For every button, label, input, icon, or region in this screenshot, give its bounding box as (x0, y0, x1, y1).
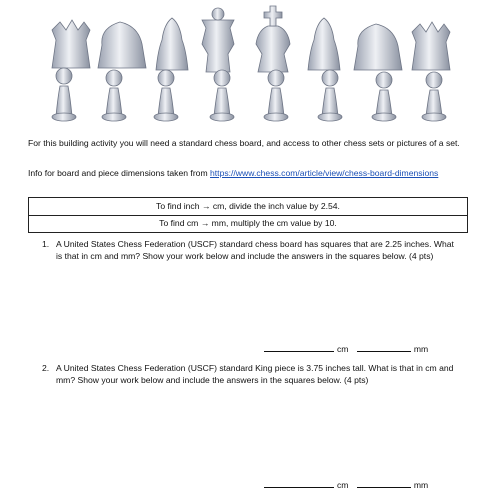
unit-mm-label: mm (413, 480, 429, 490)
unit-cm-label: cm (337, 480, 349, 490)
pawn-piece (422, 72, 446, 121)
question-number: 2. (42, 363, 50, 373)
bishop-piece (308, 18, 340, 70)
queen-piece (202, 20, 234, 72)
pawn-piece (318, 70, 342, 121)
question-text: A United States Chess Federation (USCF) standard King piece is 3.75 inches tall. What is that in cm and mm? Show your work below and include the answers in the squares below. (4 pts) (56, 363, 454, 385)
conversion-inch-cm: To find inch → cm, divide the inch value by 2.54. (29, 198, 467, 216)
question-text: A United States Chess Federation (USCF) standard chess board has squares that are 2.25 inches. What is that in cm and mm? Show your work below and include the answers in the squares below. (4 pts) (56, 239, 454, 261)
answer-blank-mm[interactable] (357, 478, 411, 488)
answer-line-1 (264, 342, 434, 354)
pawn-piece (52, 68, 76, 121)
unit-cm-label: cm (337, 344, 349, 354)
rook-piece (52, 20, 90, 68)
conversion-table (28, 197, 468, 233)
source-link[interactable]: https://www.chess.com/article/view/chess-board-dimensions (210, 168, 439, 178)
chess-pieces-image (30, 0, 470, 130)
source-paragraph (28, 168, 468, 179)
answer-blank-cm[interactable] (264, 478, 334, 488)
bishop-piece (156, 18, 188, 70)
question-1 (42, 238, 462, 262)
pawn-piece (102, 70, 126, 121)
pawn-piece (264, 70, 288, 121)
pawn-piece (154, 70, 178, 121)
queen-crown (212, 8, 224, 20)
pawn-piece (372, 72, 396, 121)
question-number: 1. (42, 239, 50, 249)
pawn-piece (210, 70, 234, 121)
king-cross (264, 6, 282, 26)
rook-piece (412, 22, 450, 70)
intro-paragraph: For this building activity you will need a standard chess board, and access to other chess sets or pictures of a set. (28, 138, 460, 148)
pawn-row (52, 68, 446, 121)
answer-line-2 (264, 478, 434, 490)
knight-piece (354, 24, 402, 70)
knight-piece (98, 22, 146, 68)
unit-mm-label: mm (413, 344, 429, 354)
source-prefix: Info for board and piece dimensions taken from (28, 168, 211, 178)
back-rank-pieces (52, 6, 450, 72)
conversion-cm-mm: To find cm → mm, multiply the cm value by 10. (159, 218, 337, 228)
answer-blank-cm[interactable] (264, 342, 334, 352)
answer-blank-mm[interactable] (357, 342, 411, 352)
king-piece (256, 26, 290, 72)
question-2 (42, 362, 462, 386)
